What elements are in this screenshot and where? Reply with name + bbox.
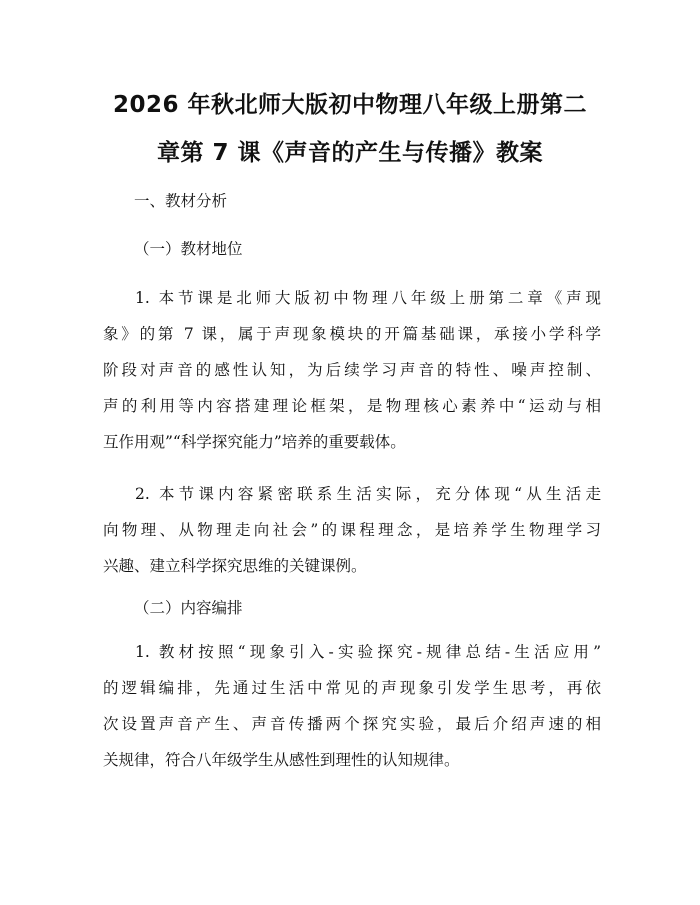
paragraph-content-arrangement-1 <box>103 634 601 778</box>
paragraph-line: 向物理、从物理走向社会”的课程理念，是培养学生物理学习 <box>103 521 601 539</box>
subsection-heading-material-position: （一）教材地位 <box>134 240 243 258</box>
paragraph-line: 的逻辑编排，先通过生活中常见的声现象引发学生思考，再依 <box>103 679 601 697</box>
document-title-line-2: 章第 7 课《声音的产生与传播》教案 <box>156 140 544 166</box>
paragraph-line: 兴趣、建立科学探究思维的关键课例。 <box>103 557 367 575</box>
paragraph-line: 2. 本节课内容紧密联系生活实际，充分体现“从生活走 <box>135 485 601 503</box>
document-title-line-1: 2026 年秋北师大版初中物理八年级上册第二 <box>112 92 588 118</box>
paragraph-material-position-2 <box>103 476 601 584</box>
paragraph-line: 阶段对声音的感性认知，为后续学习声音的特性、噪声控制、 <box>103 361 601 379</box>
paragraph-line: 次设置声音产生、声音传播两个探究实验，最后介绍声速的相 <box>103 715 601 733</box>
paragraph-line: 关规律，符合八年级学生从感性到理性的认知规律。 <box>103 751 460 769</box>
paragraph-line: 象》的第 7 课，属于声现象模块的开篇基础课，承接小学科学 <box>103 325 601 343</box>
section-heading-teaching-material-analysis: 一、教材分析 <box>134 192 228 210</box>
paragraph-line: 1. 教材按照“现象引入-实验探究-规律总结-生活应用” <box>135 643 601 661</box>
paragraph-line: 互作用观”“科学探究能力”培养的重要载体。 <box>103 433 406 451</box>
paragraph-line: 声的利用等内容搭建理论框架，是物理核心素养中“运动与相 <box>103 397 601 415</box>
subsection-heading-content-arrangement: （二）内容编排 <box>134 599 243 617</box>
paragraph-line: 1. 本节课是北师大版初中物理八年级上册第二章《声现 <box>135 289 601 307</box>
paragraph-material-position-1 <box>103 280 601 460</box>
